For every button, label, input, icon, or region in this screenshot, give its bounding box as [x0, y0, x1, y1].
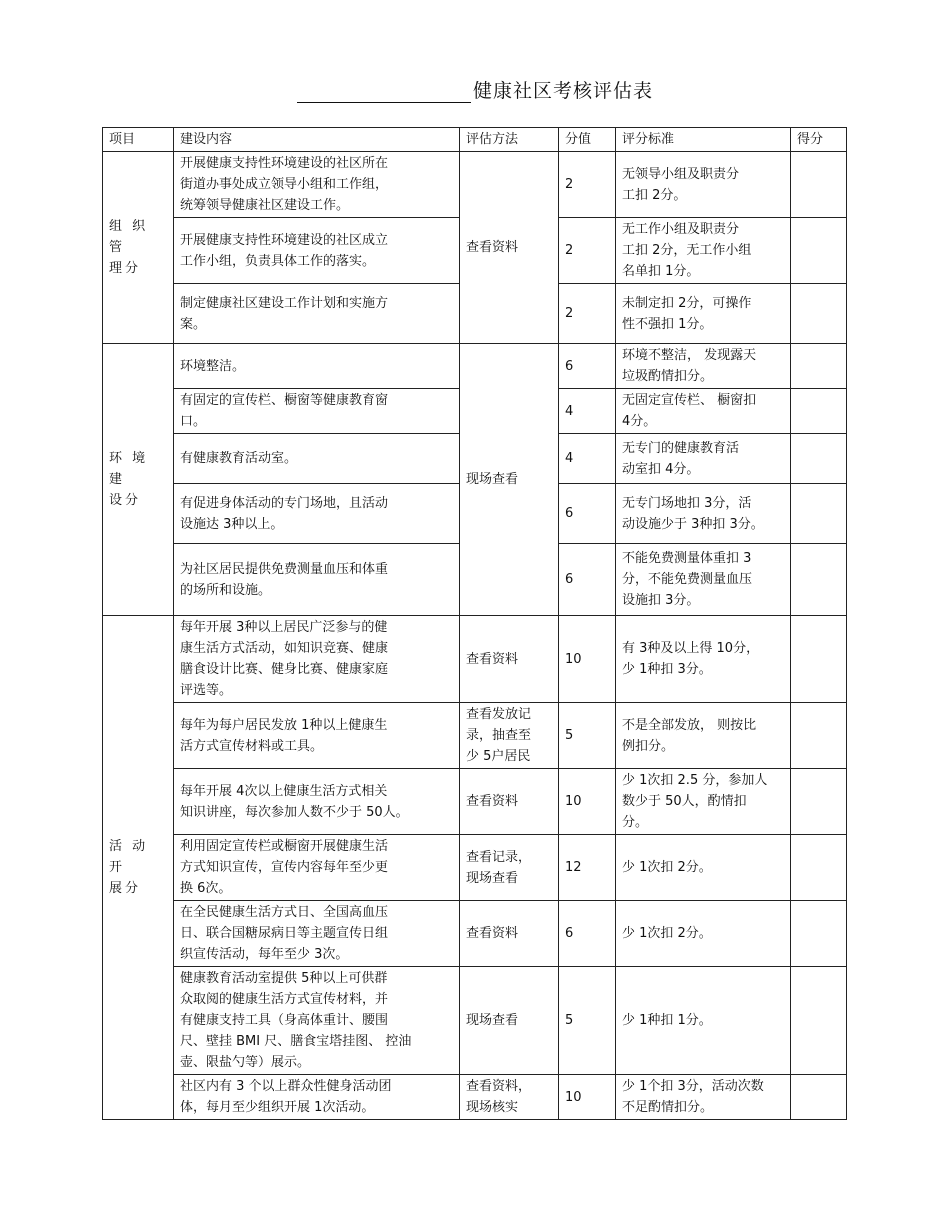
score-cell: 6: [559, 544, 616, 616]
score-cell: 10: [559, 769, 616, 835]
standard-cell: 少 1次扣 2.5 分，参加人 数少于 50人，酌情扣 分。: [616, 769, 791, 835]
score-cell: 2: [559, 284, 616, 344]
got-score-cell: [791, 544, 847, 616]
score-cell: 5: [559, 703, 616, 769]
method-cell: 查看发放记 录，抽查至 少 5户居民: [460, 703, 559, 769]
standard-cell: 无工作小组及职责分 工扣 2分，无工作小组 名单扣 1分。: [616, 218, 791, 284]
standard-cell: 有 3种及以上得 10分， 少 1种扣 3分。: [616, 616, 791, 703]
table-row: [103, 967, 847, 1075]
method-cell: 查看资料: [460, 616, 559, 703]
category-cell: 环 境 建 设分: [103, 344, 174, 616]
got-score-cell: [791, 835, 847, 901]
got-score-cell: [791, 967, 847, 1075]
got-score-cell: [791, 703, 847, 769]
header-project: 项目: [103, 128, 174, 152]
standard-cell: 无专门的健康教育活 动室扣 4分。: [616, 434, 791, 484]
content-cell: 开展健康支持性环境建设的社区成立 工作小组，负责具体工作的落实。: [174, 218, 460, 284]
content-cell: 每年开展 3种以上居民广泛参与的健 康生活方式活动，如知识竞赛、健康 膳食设计比赛、健身比赛、健康家庭 评选等。: [174, 616, 460, 703]
score-cell: 6: [559, 344, 616, 389]
header-content: 建设内容: [174, 128, 460, 152]
standard-cell: 少 1次扣 2分。: [616, 835, 791, 901]
standard-cell: 少 1个扣 3分，活动次数 不足酌情扣分。: [616, 1075, 791, 1120]
score-cell: 2: [559, 152, 616, 218]
header-got: 得分: [791, 128, 847, 152]
header-score: 分值: [559, 128, 616, 152]
got-score-cell: [791, 218, 847, 284]
content-cell: 每年开展 4次以上健康生活方式相关 知识讲座，每次参加人数不少于 50人。: [174, 769, 460, 835]
score-cell: 2: [559, 218, 616, 284]
content-cell: 环境整洁。: [174, 344, 460, 389]
content-cell: 每年为每户居民发放 1种以上健康生 活方式宣传材料或工具。: [174, 703, 460, 769]
table-row: [103, 769, 847, 835]
got-score-cell: [791, 344, 847, 389]
content-cell: 制定健康社区建设工作计划和实施方 案。: [174, 284, 460, 344]
header-method: 评估方法: [460, 128, 559, 152]
score-cell: 4: [559, 434, 616, 484]
standard-cell: 无专门场地扣 3分，活 动设施少于 3种扣 3分。: [616, 484, 791, 544]
standard-cell: 少 1次扣 2分。: [616, 901, 791, 967]
method-cell: 查看资料: [460, 901, 559, 967]
content-cell: 为社区居民提供免费测量血压和体重 的场所和设施。: [174, 544, 460, 616]
table-row: [103, 835, 847, 901]
score-cell: 5: [559, 967, 616, 1075]
standard-cell: 不能免费测量体重扣 3 分，不能免费测量血压 设施扣 3分。: [616, 544, 791, 616]
method-cell: 现场查看: [460, 967, 559, 1075]
got-score-cell: [791, 152, 847, 218]
standard-cell: 环境不整洁， 发现露天 垃圾酌情扣分。: [616, 344, 791, 389]
category-cell: 组 织 管 理分: [103, 152, 174, 344]
standard-cell: 无固定宣传栏、 橱窗扣 4分。: [616, 389, 791, 434]
standard-cell: 无领导小组及职责分 工扣 2分。: [616, 152, 791, 218]
table-row: [103, 152, 847, 218]
score-cell: 12: [559, 835, 616, 901]
got-score-cell: [791, 284, 847, 344]
got-score-cell: [791, 616, 847, 703]
content-cell: 社区内有 3 个以上群众性健身活动团 体，每月至少组织开展 1次活动。: [174, 1075, 460, 1120]
assessment-table: [102, 127, 847, 1120]
category-cell: 活 动 开 展分: [103, 616, 174, 1120]
got-score-cell: [791, 434, 847, 484]
content-cell: 有促进身体活动的专门场地，且活动 设施达 3种以上。: [174, 484, 460, 544]
got-score-cell: [791, 1075, 847, 1120]
table-row: [103, 344, 847, 389]
score-cell: 10: [559, 1075, 616, 1120]
method-cell: 查看资料， 现场核实: [460, 1075, 559, 1120]
standard-cell: 未制定扣 2分，可操作 性不强扣 1分。: [616, 284, 791, 344]
method-cell: 查看记录， 现场查看: [460, 835, 559, 901]
title-blank-line: [297, 80, 471, 103]
header-standard: 评分标准: [616, 128, 791, 152]
got-score-cell: [791, 901, 847, 967]
method-cell: 查看资料: [460, 152, 559, 344]
score-cell: 4: [559, 389, 616, 434]
table-row: [103, 1075, 847, 1120]
page-title: [0, 76, 950, 103]
content-cell: 健康教育活动室提供 5种以上可供群 众取阅的健康生活方式宣传材料，并 有健康支持工具（身高体重计、腰围 尺、壁挂 BMI 尺、膳食宝塔挂图、 控油 壶、限盐勺等）展示。: [174, 967, 460, 1075]
got-score-cell: [791, 769, 847, 835]
got-score-cell: [791, 484, 847, 544]
content-cell: 在全民健康生活方式日、全国高血压 日、联合国糖尿病日等主题宣传日组 织宣传活动，每年至少 3次。: [174, 901, 460, 967]
content-cell: 利用固定宣传栏或橱窗开展健康生活 方式知识宣传，宣传内容每年至少更 换 6次。: [174, 835, 460, 901]
score-cell: 6: [559, 901, 616, 967]
standard-cell: 不是全部发放， 则按比 例扣分。: [616, 703, 791, 769]
content-cell: 有固定的宣传栏、橱窗等健康教育窗 口。: [174, 389, 460, 434]
table-row: [103, 901, 847, 967]
content-cell: 开展健康支持性环境建设的社区所在 街道办事处成立领导小组和工作组， 统筹领导健康社区建设工作。: [174, 152, 460, 218]
got-score-cell: [791, 389, 847, 434]
table-row: [103, 703, 847, 769]
content-cell: 有健康教育活动室。: [174, 434, 460, 484]
method-cell: 查看资料: [460, 769, 559, 835]
header-row: [103, 128, 847, 152]
standard-cell: 少 1种扣 1分。: [616, 967, 791, 1075]
score-cell: 10: [559, 616, 616, 703]
table-row: [103, 616, 847, 703]
title-text: 健康社区考核评估表: [472, 80, 653, 102]
score-cell: 6: [559, 484, 616, 544]
method-cell: 现场查看: [460, 344, 559, 616]
